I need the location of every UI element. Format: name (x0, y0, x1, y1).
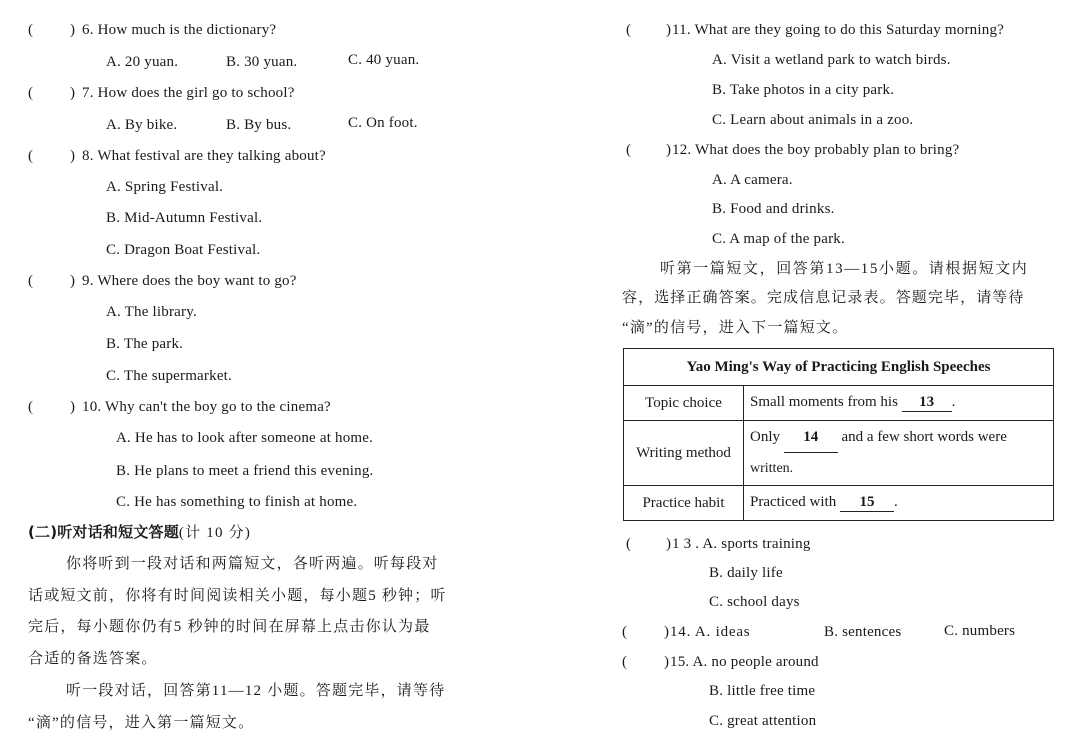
q10-option-a[interactable]: A. He has to look after someone at home. (116, 430, 374, 446)
q12-option-b[interactable]: B. Food and drinks. (712, 201, 835, 217)
table-row (624, 386, 1054, 421)
answer-paren-close: ) (666, 536, 671, 552)
info-record-table (623, 348, 1054, 521)
q11-option-a[interactable]: A. Visit a wetland park to watch birds. (712, 52, 951, 68)
q15-option-b[interactable]: B. little free time (709, 683, 816, 699)
row-text: . (893, 494, 898, 510)
answer-paren-close: ) (664, 654, 669, 670)
table-row (624, 421, 1054, 486)
question-10-text: 10. Why can't the boy go to the cinema? (82, 399, 331, 415)
passage-instruction-line-3: “滴”的信号，进入下一篇短文。 (622, 320, 849, 336)
question-7-text: 7. How does the girl go to school? (82, 85, 295, 101)
q10-option-c[interactable]: C. He has something to finish at home. (116, 494, 358, 510)
row-text: written. (750, 461, 794, 476)
answer-paren-close: ) (666, 142, 671, 158)
answer-paren-open[interactable]: ( (626, 22, 631, 38)
row-text: . (951, 394, 956, 410)
blank-14: 14 (784, 422, 838, 453)
row-text: and a few short words were (841, 429, 1007, 445)
row-content-writing (744, 421, 1054, 486)
question-9-text: 9. Where does the boy want to go? (82, 273, 297, 289)
answer-paren-open[interactable]: ( (28, 85, 33, 101)
q9-option-c[interactable]: C. The supermarket. (106, 368, 232, 384)
instruction-line-1: 你将听到一段对话和两篇短文，各听两遍。听每段对 (66, 556, 439, 572)
q6-option-a[interactable]: A. 20 yuan. (106, 54, 179, 70)
dialog-instruction-line-2: “滴”的信号，进入第一篇短文。 (28, 715, 255, 731)
row-label-writing: Writing method (624, 421, 744, 486)
section-title: (二)听对话和短文答题 (28, 523, 179, 541)
q9-option-b[interactable]: B. The park. (106, 336, 184, 352)
q10-option-b[interactable]: B. He plans to meet a friend this evening. (116, 463, 374, 479)
instruction-line-3: 完后，每小题你仍有5 秒钟的时间在屏幕上点击你认为最 (28, 619, 431, 635)
answer-paren-open[interactable]: ( (626, 142, 631, 158)
table-title: Yao Ming's Way of Practicing English Speeches (624, 349, 1054, 386)
question-6-text: 6. How much is the dictionary? (82, 22, 277, 38)
section-header (28, 522, 251, 543)
q11-option-c[interactable]: C. Learn about animals in a zoo. (712, 112, 914, 128)
question-13-text[interactable]: 1 3 . A. sports training (672, 536, 811, 552)
q9-option-a[interactable]: A. The library. (106, 304, 197, 320)
q13-option-b[interactable]: B. daily life (709, 565, 783, 581)
q12-option-a[interactable]: A. A camera. (712, 172, 793, 188)
answer-paren-close: ) (70, 273, 75, 289)
q7-option-a[interactable]: A. By bike. (106, 117, 178, 133)
answer-paren-close: ) (70, 148, 75, 164)
answer-paren-close: ) (70, 399, 75, 415)
row-text: Small moments from his (750, 394, 898, 410)
row-text: Only (750, 429, 780, 445)
answer-paren-open[interactable]: ( (28, 148, 33, 164)
answer-paren-close: ) (70, 85, 75, 101)
answer-paren-open[interactable]: ( (626, 536, 631, 552)
q6-option-c[interactable]: C. 40 yuan. (348, 52, 420, 68)
q8-option-c[interactable]: C. Dragon Boat Festival. (106, 242, 261, 258)
row-label-practice: Practice habit (624, 486, 744, 521)
q14-option-c[interactable]: C. numbers (944, 623, 1016, 639)
row-content-topic (744, 386, 1054, 421)
q15-option-c[interactable]: C. great attention (709, 713, 817, 729)
question-8-text: 8. What festival are they talking about? (82, 148, 326, 164)
q7-option-c[interactable]: C. On foot. (348, 115, 418, 131)
row-text: Practiced with (750, 494, 837, 510)
instruction-line-4: 合适的备选答案。 (28, 651, 158, 667)
answer-paren-open[interactable]: ( (28, 22, 33, 38)
q12-option-c[interactable]: C. A map of the park. (712, 231, 845, 247)
q8-option-a[interactable]: A. Spring Festival. (106, 179, 224, 195)
q6-option-b[interactable]: B. 30 yuan. (226, 54, 298, 70)
section-score: (计 10 分) (178, 525, 252, 541)
row-label-topic: Topic choice (624, 386, 744, 421)
q7-option-b[interactable]: B. By bus. (226, 117, 292, 133)
question-12-text: 12. What does the boy probably plan to bring? (672, 142, 960, 158)
blank-15: 15 (840, 494, 894, 512)
table-row (624, 486, 1054, 521)
answer-paren-close: ) (70, 22, 75, 38)
q11-option-b[interactable]: B. Take photos in a city park. (712, 82, 895, 98)
row-content-practice (744, 486, 1054, 521)
answer-paren-open[interactable]: ( (28, 399, 33, 415)
dialog-instruction-line-1: 听一段对话，回答第11—12 小题。答题完毕，请等待 (66, 683, 446, 699)
answer-paren-open[interactable]: ( (622, 654, 627, 670)
answer-paren-close: ) (666, 22, 671, 38)
question-14-text[interactable]: 14. A. ideas (670, 624, 751, 640)
answer-paren-close: ) (664, 624, 669, 640)
passage-instruction-line-1: 听第一篇短文，回答第13—15小题。请根据短文内 (660, 261, 1029, 277)
passage-instruction-line-2: 容，选择正确答案。完成信息记录表。答题完毕，请等待 (622, 290, 1025, 306)
table-title-row (624, 349, 1054, 386)
q8-option-b[interactable]: B. Mid-Autumn Festival. (106, 210, 263, 226)
q13-option-c[interactable]: C. school days (709, 594, 800, 610)
q14-option-b[interactable]: B. sentences (824, 624, 902, 640)
question-15-text[interactable]: 15. A. no people around (670, 654, 819, 670)
answer-paren-open[interactable]: ( (28, 273, 33, 289)
instruction-line-2: 话或短文前，你将有时间阅读相关小题，每小题5 秒钟；听 (28, 588, 447, 604)
blank-13: 13 (902, 394, 952, 412)
answer-paren-open[interactable]: ( (622, 624, 627, 640)
question-11-text: 11. What are they going to do this Saturday morning? (672, 22, 1005, 38)
